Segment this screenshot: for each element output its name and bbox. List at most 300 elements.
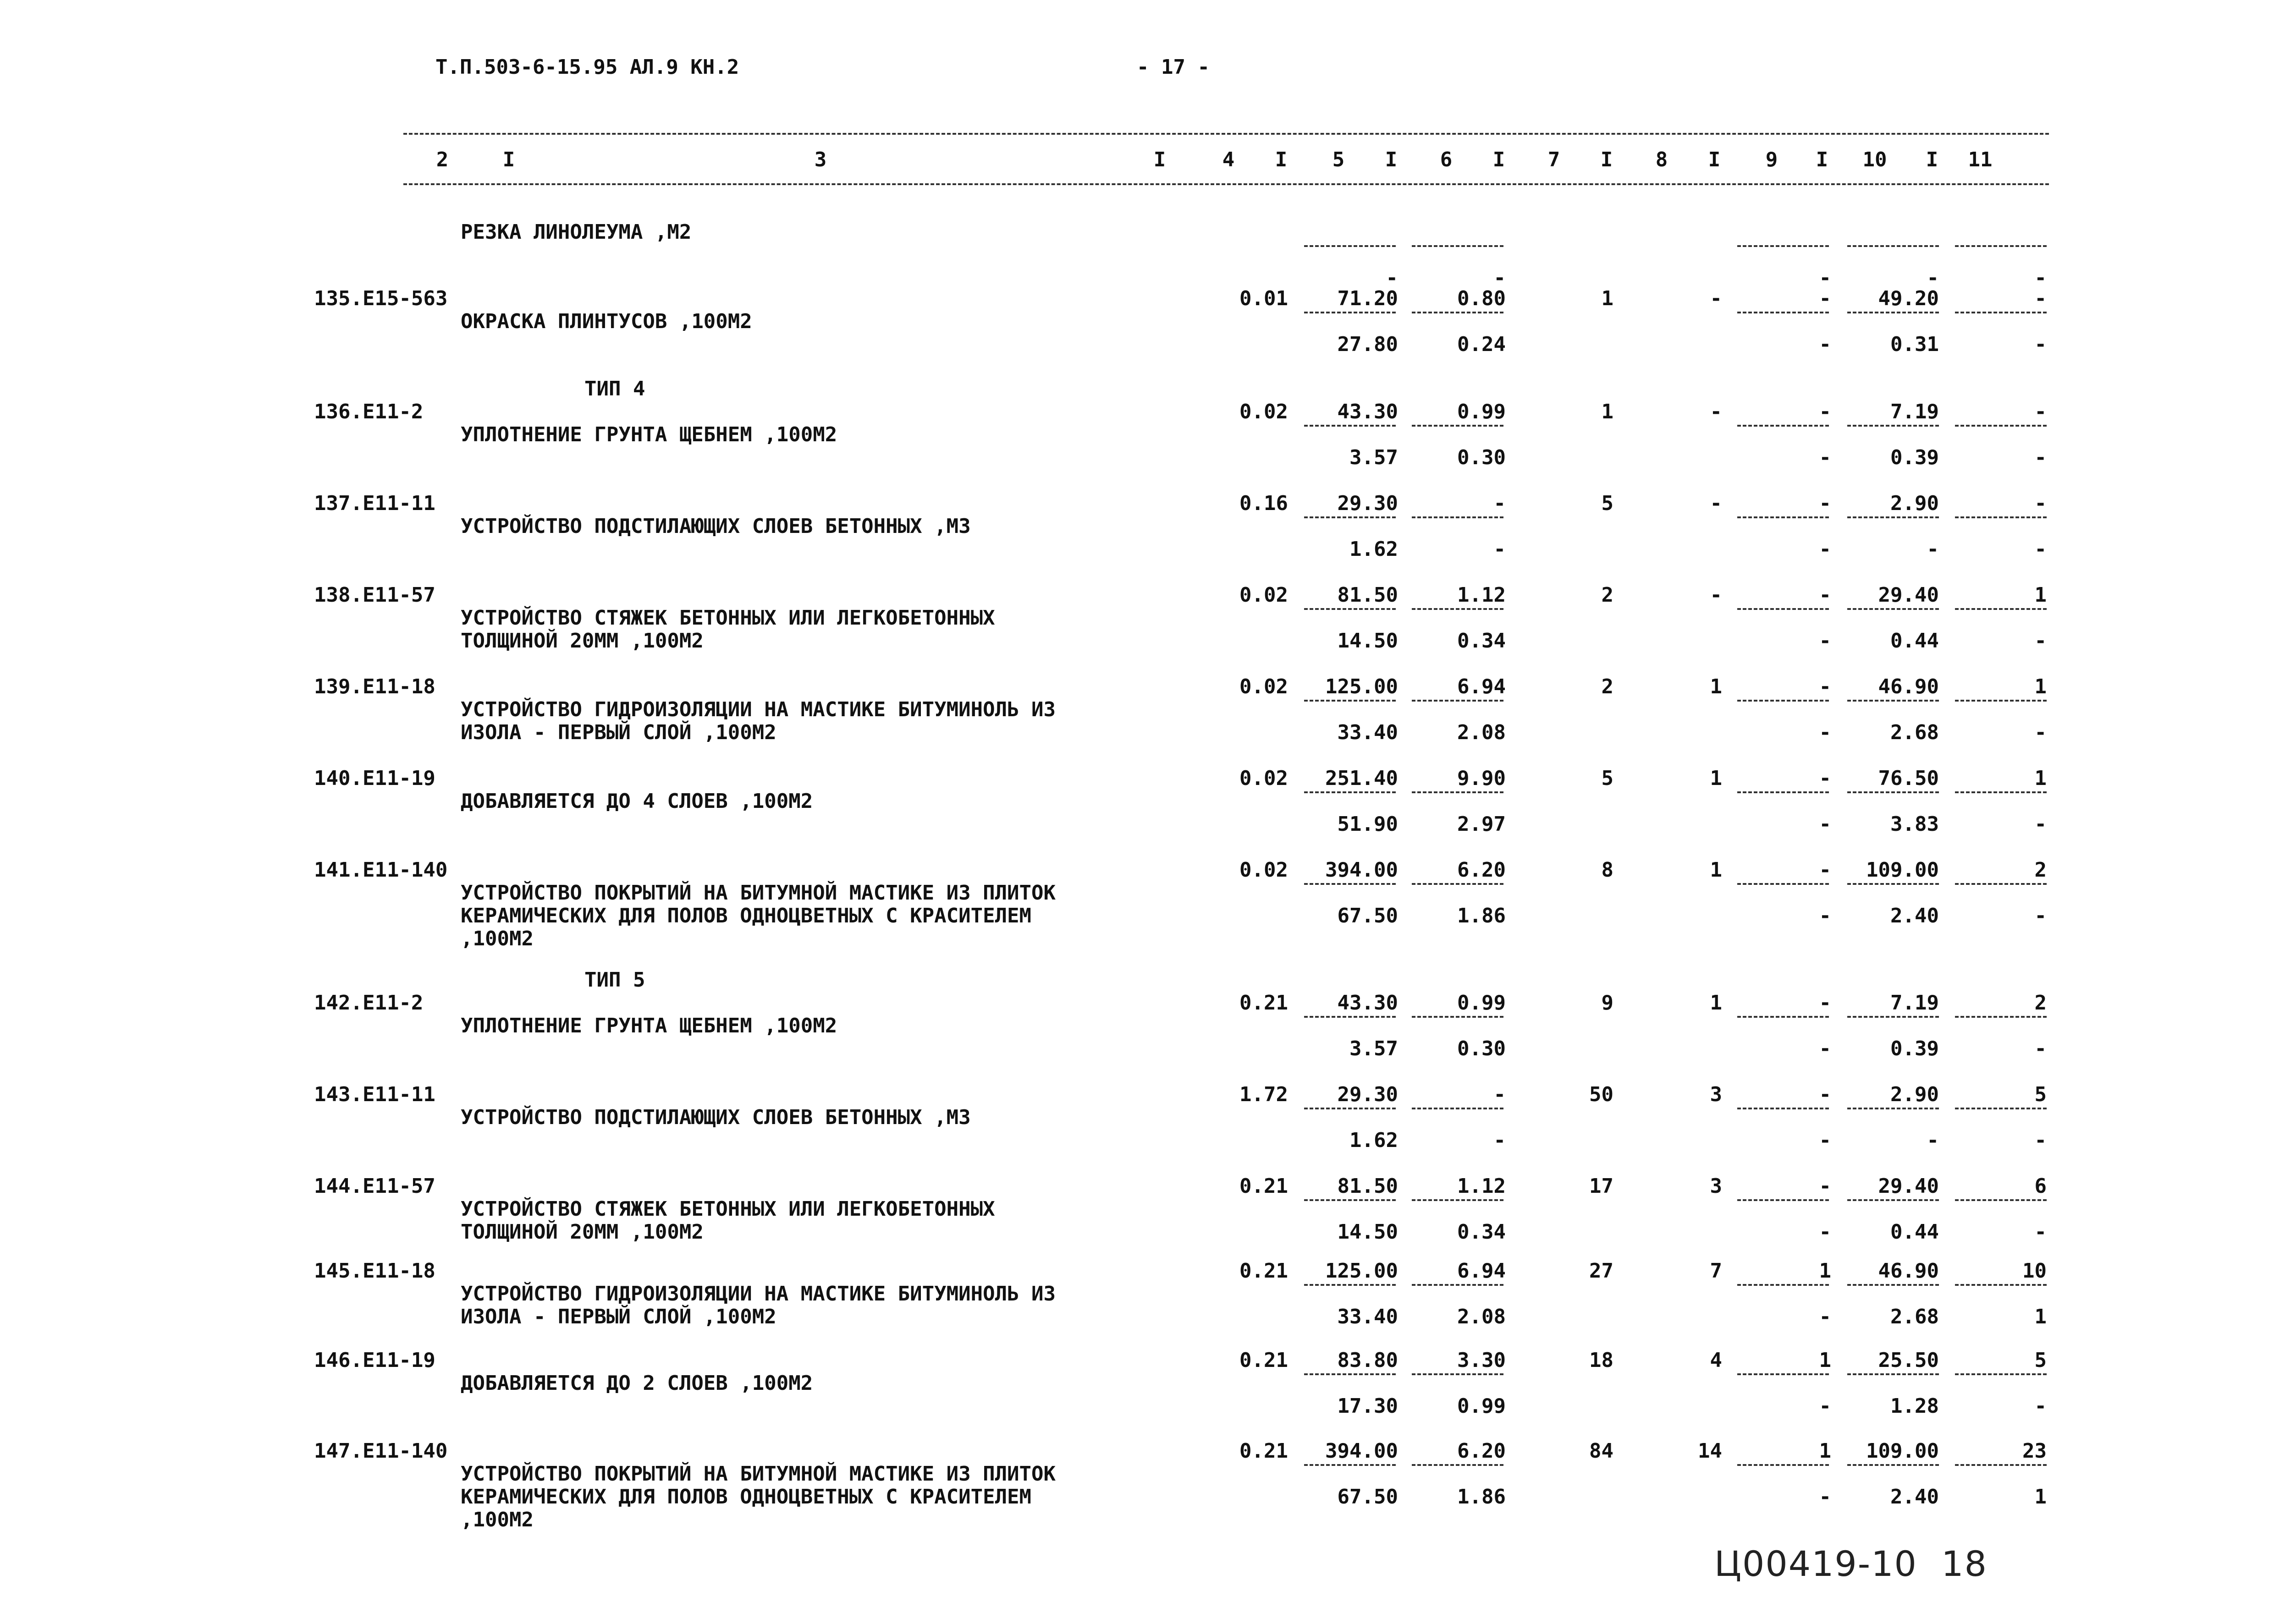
separator-c5 bbox=[1304, 516, 1396, 518]
column-divider: I bbox=[1926, 148, 1938, 171]
separator-c9 bbox=[1737, 1016, 1829, 1018]
document-reference: Т.П.503-6-15.95 АЛ.9 КН.2 bbox=[435, 55, 739, 79]
row-description: УПЛОТНЕНИЕ ГРУНТА ЩЕБНЕМ ,100М2 bbox=[461, 423, 837, 446]
cell-c9b: - bbox=[1819, 446, 1831, 469]
separator-c6 bbox=[1412, 312, 1503, 313]
cell-c8: - bbox=[1710, 583, 1722, 607]
cell-c8: 1 bbox=[1710, 858, 1722, 882]
row-code: 147.Е11-140 bbox=[314, 1439, 448, 1463]
cell-c8: 1 bbox=[1710, 675, 1722, 698]
separator-c9 bbox=[1737, 245, 1829, 247]
row-description: УСТРОЙСТВО СТЯЖЕК БЕТОННЫХ ИЛИ ЛЕГКОБЕТОННЫХ bbox=[461, 606, 995, 630]
cell-c5b: 3.57 bbox=[1349, 1037, 1398, 1060]
cell-c5: 125.00 bbox=[1325, 675, 1398, 698]
cell-c10: 109.00 bbox=[1866, 1439, 1939, 1463]
separator-c5 bbox=[1304, 700, 1396, 702]
cell-c10: 46.90 bbox=[1878, 1259, 1939, 1283]
cell-c5b: 27.80 bbox=[1337, 333, 1398, 356]
separator-c11 bbox=[1955, 700, 2047, 702]
separator-c10 bbox=[1847, 1108, 1939, 1109]
separator-c6 bbox=[1412, 516, 1503, 518]
cell-c6: - bbox=[1493, 492, 1506, 515]
cell-c5b: 51.90 bbox=[1337, 812, 1398, 836]
cell-c4: 0.21 bbox=[1239, 1439, 1288, 1463]
column-header-2: 2 bbox=[436, 148, 449, 171]
cell-c10: 46.90 bbox=[1878, 675, 1939, 698]
separator-c5 bbox=[1304, 1016, 1396, 1018]
cell-c10: 109.00 bbox=[1866, 858, 1939, 882]
cell-c5b: 1.62 bbox=[1349, 538, 1398, 561]
separator-c9 bbox=[1737, 1464, 1829, 1466]
cell-c7: 1 bbox=[1601, 287, 1613, 310]
row-description: УСТРОЙСТВО СТЯЖЕК БЕТОННЫХ ИЛИ ЛЕГКОБЕТОННЫХ bbox=[461, 1197, 995, 1221]
cell-c11b: - bbox=[2034, 1220, 2047, 1244]
separator-c6 bbox=[1412, 791, 1503, 793]
cell-c7: 9 bbox=[1601, 991, 1613, 1015]
cell-c9b: - bbox=[1819, 1037, 1831, 1060]
cell-c10: 29.40 bbox=[1878, 583, 1939, 607]
row-description: УСТРОЙСТВО ПОКРЫТИЙ НА БИТУМНОЙ МАСТИКЕ ИЗ ПЛИТОК bbox=[461, 881, 1056, 905]
separator-c5 bbox=[1304, 1108, 1396, 1109]
cell-c5: 29.30 bbox=[1337, 492, 1398, 515]
cell-c5: 251.40 bbox=[1325, 767, 1398, 790]
cell-c5: 43.30 bbox=[1337, 400, 1398, 423]
separator-c6 bbox=[1412, 608, 1503, 610]
separator-c10 bbox=[1847, 516, 1939, 518]
cell-c11b: - bbox=[2034, 1129, 2047, 1152]
separator-c6 bbox=[1412, 1373, 1503, 1375]
separator-c6 bbox=[1412, 245, 1503, 247]
separator-c9 bbox=[1737, 1284, 1829, 1286]
cell-c6b: 0.34 bbox=[1457, 629, 1506, 653]
row-description: КЕРАМИЧЕСКИХ ДЛЯ ПОЛОВ ОДНОЦВЕТНЫХ С КРАСИТЕЛЕМ bbox=[461, 904, 1032, 927]
cell-c6: 6.94 bbox=[1457, 1259, 1506, 1283]
cell-c5: 81.50 bbox=[1337, 1174, 1398, 1198]
cell-c11: 2 bbox=[2034, 991, 2047, 1015]
row-description: ИЗОЛА - ПЕРВЫЙ СЛОЙ ,100М2 bbox=[461, 1305, 776, 1328]
cell-c11b: - bbox=[2034, 333, 2047, 356]
cell-c4: 0.21 bbox=[1239, 1259, 1288, 1283]
cell-c11b: 1 bbox=[2034, 1305, 2047, 1328]
cell-c4: 0.01 bbox=[1239, 287, 1288, 310]
separator-c9 bbox=[1737, 791, 1829, 793]
separator-c11 bbox=[1955, 425, 2047, 427]
row-description: ДОБАВЛЯЕТСЯ ДО 2 СЛОЕВ ,100М2 bbox=[461, 1372, 813, 1395]
cell-c6: 1.12 bbox=[1457, 1174, 1506, 1198]
cell-c7: 8 bbox=[1601, 858, 1613, 882]
separator-c10 bbox=[1847, 1284, 1939, 1286]
separator-c6 bbox=[1412, 1016, 1503, 1018]
separator-c6 bbox=[1412, 883, 1503, 885]
cell-c8: 4 bbox=[1710, 1349, 1722, 1372]
cell-c10: 7.19 bbox=[1890, 400, 1939, 423]
cell-c9b: - bbox=[1819, 1485, 1831, 1509]
separator-c6 bbox=[1412, 1284, 1503, 1286]
cell-c6b: - bbox=[1493, 538, 1506, 561]
cell-c6: 6.20 bbox=[1457, 1439, 1506, 1463]
row-code: 145.Е11-18 bbox=[314, 1259, 435, 1283]
cell-c4: 0.02 bbox=[1239, 583, 1288, 607]
row-description: РЕЗКА ЛИНОЛЕУМА ,М2 bbox=[461, 220, 692, 244]
separator-c9 bbox=[1737, 883, 1829, 885]
separator-c5 bbox=[1304, 1464, 1396, 1466]
cell-c10: 76.50 bbox=[1878, 767, 1939, 790]
separator-c10 bbox=[1847, 1464, 1939, 1466]
cell-c10b: 0.31 bbox=[1890, 333, 1939, 356]
cell-c11b: - bbox=[2034, 1394, 2047, 1418]
separator-c6 bbox=[1412, 425, 1503, 427]
row-code: 139.Е11-18 bbox=[314, 675, 435, 698]
row-description: КЕРАМИЧЕСКИХ ДЛЯ ПОЛОВ ОДНОЦВЕТНЫХ С КРАСИТЕЛЕМ bbox=[461, 1485, 1032, 1509]
cell-c6b: 2.97 bbox=[1457, 812, 1506, 836]
cell-c11: 23 bbox=[2022, 1439, 2047, 1463]
cell-c11b: - bbox=[2034, 721, 2047, 744]
cell-c10: 7.19 bbox=[1890, 991, 1939, 1015]
cell-c9b: - bbox=[1819, 1220, 1831, 1244]
separator-c6 bbox=[1412, 1464, 1503, 1466]
cell-c6: 3.30 bbox=[1457, 1349, 1506, 1372]
row-code: 135.Е15-563 bbox=[314, 287, 448, 310]
section-label: ТИП 4 bbox=[584, 377, 645, 401]
cell-c8: 3 bbox=[1710, 1083, 1722, 1106]
cell-c11: 5 bbox=[2034, 1349, 2047, 1372]
cell-c6b: 0.99 bbox=[1457, 1394, 1506, 1418]
column-header-6: 6 bbox=[1440, 148, 1453, 171]
page-number: - 17 - bbox=[1137, 55, 1210, 79]
cell-c10b: - bbox=[1927, 266, 1939, 290]
cell-c6: 9.90 bbox=[1457, 767, 1506, 790]
cell-c6b: - bbox=[1493, 1129, 1506, 1152]
cell-c9b: - bbox=[1819, 538, 1831, 561]
cell-c6b: 1.86 bbox=[1457, 1485, 1506, 1509]
cell-c5: 81.50 bbox=[1337, 583, 1398, 607]
column-divider: I bbox=[1816, 148, 1828, 171]
cell-c5: 43.30 bbox=[1337, 991, 1398, 1015]
separator-c5 bbox=[1304, 791, 1396, 793]
cell-c7: 2 bbox=[1601, 583, 1613, 607]
cell-c7: 18 bbox=[1589, 1349, 1613, 1372]
cell-c9b: - bbox=[1819, 266, 1831, 290]
column-header-11: 11 bbox=[1968, 148, 1993, 171]
cell-c10: 2.90 bbox=[1890, 492, 1939, 515]
cell-c9b: - bbox=[1819, 904, 1831, 927]
cell-c5b: - bbox=[1386, 266, 1398, 290]
table-header-rule bbox=[403, 183, 2049, 185]
cell-c7: 2 bbox=[1601, 675, 1613, 698]
row-description: ТОЛЩИНОЙ 20ММ ,100М2 bbox=[461, 629, 704, 653]
separator-c5 bbox=[1304, 608, 1396, 610]
column-header-7: 7 bbox=[1547, 148, 1560, 171]
cell-c7: 5 bbox=[1601, 767, 1613, 790]
separator-c10 bbox=[1847, 1199, 1939, 1201]
cell-c6: 0.80 bbox=[1457, 287, 1506, 310]
separator-c9 bbox=[1737, 1108, 1829, 1109]
cell-c5b: 33.40 bbox=[1337, 1305, 1398, 1328]
cell-c7: 27 bbox=[1589, 1259, 1613, 1283]
column-header-10: 10 bbox=[1862, 148, 1887, 171]
row-description: ,100М2 bbox=[461, 1508, 534, 1531]
cell-c11b: - bbox=[2034, 1037, 2047, 1060]
cell-c7: 1 bbox=[1601, 400, 1613, 423]
cell-c9: - bbox=[1819, 1083, 1831, 1106]
cell-c4: 0.02 bbox=[1239, 400, 1288, 423]
row-code: 140.Е11-19 bbox=[314, 767, 435, 790]
cell-c9: - bbox=[1819, 492, 1831, 515]
cell-c4: 0.02 bbox=[1239, 675, 1288, 698]
cell-c10b: - bbox=[1927, 538, 1939, 561]
column-header-3: 3 bbox=[814, 148, 827, 171]
cell-c9: - bbox=[1819, 991, 1831, 1015]
cell-c11b: - bbox=[2034, 538, 2047, 561]
column-divider: I bbox=[502, 148, 515, 171]
cell-c11b: - bbox=[2034, 446, 2047, 469]
cell-c9: - bbox=[1819, 767, 1831, 790]
cell-c9b: - bbox=[1819, 1394, 1831, 1418]
cell-c9b: - bbox=[1819, 333, 1831, 356]
row-description: УСТРОЙСТВО ГИДРОИЗОЛЯЦИИ НА МАСТИКЕ БИТУМИНОЛЬ ИЗ bbox=[461, 1282, 1056, 1306]
separator-c9 bbox=[1737, 516, 1829, 518]
cell-c7: 84 bbox=[1589, 1439, 1613, 1463]
cell-c7: 5 bbox=[1601, 492, 1613, 515]
separator-c9 bbox=[1737, 700, 1829, 702]
separator-c11 bbox=[1955, 608, 2047, 610]
cell-c4: 0.02 bbox=[1239, 858, 1288, 882]
column-divider: I bbox=[1708, 148, 1721, 171]
cell-c10b: 2.68 bbox=[1890, 721, 1939, 744]
cell-c5: 83.80 bbox=[1337, 1349, 1398, 1372]
separator-c10 bbox=[1847, 791, 1939, 793]
row-code: 137.Е11-11 bbox=[314, 492, 435, 515]
cell-c5b: 67.50 bbox=[1337, 904, 1398, 927]
cell-c10b: - bbox=[1927, 1129, 1939, 1152]
cell-c11: 10 bbox=[2022, 1259, 2047, 1283]
cell-c5b: 14.50 bbox=[1337, 1220, 1398, 1244]
separator-c11 bbox=[1955, 1108, 2047, 1109]
separator-c11 bbox=[1955, 1199, 2047, 1201]
separator-c10 bbox=[1847, 608, 1939, 610]
separator-c6 bbox=[1412, 1108, 1503, 1109]
section-label: ТИП 5 bbox=[584, 968, 645, 992]
separator-c9 bbox=[1737, 1373, 1829, 1375]
cell-c11: 1 bbox=[2034, 767, 2047, 790]
separator-c10 bbox=[1847, 425, 1939, 427]
separator-c10 bbox=[1847, 883, 1939, 885]
row-description: УСТРОЙСТВО ПОДСТИЛАЮЩИХ СЛОЕВ БЕТОННЫХ ,М3 bbox=[461, 515, 971, 538]
cell-c11b: - bbox=[2034, 266, 2047, 290]
cell-c5: 394.00 bbox=[1325, 858, 1398, 882]
cell-c9: 1 bbox=[1819, 1259, 1831, 1283]
column-divider: I bbox=[1492, 148, 1505, 171]
cell-c8: - bbox=[1710, 400, 1722, 423]
cell-c8: 7 bbox=[1710, 1259, 1722, 1283]
cell-c10b: 0.39 bbox=[1890, 446, 1939, 469]
table-top-rule bbox=[403, 133, 2049, 135]
separator-c9 bbox=[1737, 425, 1829, 427]
row-code: 142.Е11-2 bbox=[314, 991, 424, 1015]
separator-c11 bbox=[1955, 791, 2047, 793]
cell-c11: 5 bbox=[2034, 1083, 2047, 1106]
cell-c9b: - bbox=[1819, 1305, 1831, 1328]
row-code: 143.Е11-11 bbox=[314, 1083, 435, 1106]
column-divider: I bbox=[1600, 148, 1613, 171]
cell-c5b: 17.30 bbox=[1337, 1394, 1398, 1418]
cell-c9b: - bbox=[1819, 812, 1831, 836]
cell-c6b: 0.30 bbox=[1457, 1037, 1506, 1060]
cell-c6: 6.94 bbox=[1457, 675, 1506, 698]
cell-c5b: 33.40 bbox=[1337, 721, 1398, 744]
cell-c8: 1 bbox=[1710, 767, 1722, 790]
cell-c11: 2 bbox=[2034, 858, 2047, 882]
row-code: 146.Е11-19 bbox=[314, 1349, 435, 1372]
separator-c10 bbox=[1847, 1016, 1939, 1018]
row-description: УСТРОЙСТВО ГИДРОИЗОЛЯЦИИ НА МАСТИКЕ БИТУМИНОЛЬ ИЗ bbox=[461, 698, 1056, 721]
cell-c4: 0.16 bbox=[1239, 492, 1288, 515]
cell-c8: 14 bbox=[1698, 1439, 1722, 1463]
row-description: УСТРОЙСТВО ПОКРЫТИЙ НА БИТУМНОЙ МАСТИКЕ ИЗ ПЛИТОК bbox=[461, 1462, 1056, 1486]
cell-c10: 2.90 bbox=[1890, 1083, 1939, 1106]
row-description: УСТРОЙСТВО ПОДСТИЛАЮЩИХ СЛОЕВ БЕТОННЫХ ,М3 bbox=[461, 1106, 971, 1129]
separator-c11 bbox=[1955, 1016, 2047, 1018]
separator-c10 bbox=[1847, 312, 1939, 313]
cell-c10b: 1.28 bbox=[1890, 1394, 1939, 1418]
cell-c5b: 14.50 bbox=[1337, 629, 1398, 653]
cell-c6b: - bbox=[1493, 266, 1506, 290]
separator-c6 bbox=[1412, 1199, 1503, 1201]
cell-c9: - bbox=[1819, 1174, 1831, 1198]
row-code: 138.Е11-57 bbox=[314, 583, 435, 607]
separator-c11 bbox=[1955, 516, 2047, 518]
cell-c9b: - bbox=[1819, 721, 1831, 744]
cell-c6b: 2.08 bbox=[1457, 1305, 1506, 1328]
cell-c11: - bbox=[2034, 400, 2047, 423]
cell-c4: 0.21 bbox=[1239, 991, 1288, 1015]
separator-c5 bbox=[1304, 883, 1396, 885]
cell-c4: 0.02 bbox=[1239, 767, 1288, 790]
cell-c11b: 1 bbox=[2034, 1485, 2047, 1509]
cell-c6b: 0.34 bbox=[1457, 1220, 1506, 1244]
separator-c10 bbox=[1847, 1373, 1939, 1375]
separator-c5 bbox=[1304, 1199, 1396, 1201]
cell-c6: 6.20 bbox=[1457, 858, 1506, 882]
cell-c6: 0.99 bbox=[1457, 400, 1506, 423]
column-header-8: 8 bbox=[1655, 148, 1668, 171]
row-description: ТОЛЩИНОЙ 20ММ ,100М2 bbox=[461, 1220, 704, 1244]
cell-c11b: - bbox=[2034, 812, 2047, 836]
separator-c10 bbox=[1847, 700, 1939, 702]
cell-c10: 25.50 bbox=[1878, 1349, 1939, 1372]
cell-c9b: - bbox=[1819, 629, 1831, 653]
column-header-9: 9 bbox=[1765, 148, 1778, 171]
row-code: 144.Е11-57 bbox=[314, 1174, 435, 1198]
cell-c9: - bbox=[1819, 400, 1831, 423]
cell-c10b: 2.40 bbox=[1890, 904, 1939, 927]
separator-c11 bbox=[1955, 1373, 2047, 1375]
cell-c5: 394.00 bbox=[1325, 1439, 1398, 1463]
row-description: ОКРАСКА ПЛИНТУСОВ ,100М2 bbox=[461, 310, 752, 333]
cell-c6: 1.12 bbox=[1457, 583, 1506, 607]
cell-c11: 1 bbox=[2034, 583, 2047, 607]
cell-c5b: 67.50 bbox=[1337, 1485, 1398, 1509]
cell-c10: 49.20 bbox=[1878, 287, 1939, 310]
row-description: ДОБАВЛЯЕТСЯ ДО 4 СЛОЕВ ,100М2 bbox=[461, 790, 813, 813]
cell-c10b: 0.44 bbox=[1890, 1220, 1939, 1244]
row-code: 136.Е11-2 bbox=[314, 400, 424, 423]
cell-c9b: - bbox=[1819, 1129, 1831, 1152]
separator-c5 bbox=[1304, 312, 1396, 313]
cell-c11b: - bbox=[2034, 904, 2047, 927]
cell-c9: 1 bbox=[1819, 1439, 1831, 1463]
cell-c10b: 3.83 bbox=[1890, 812, 1939, 836]
column-header-4: 4 bbox=[1222, 148, 1235, 171]
cell-c8: - bbox=[1710, 492, 1722, 515]
column-divider: I bbox=[1275, 148, 1288, 171]
cell-c11: 1 bbox=[2034, 675, 2047, 698]
row-code: 141.Е11-140 bbox=[314, 858, 448, 882]
cell-c6b: 0.24 bbox=[1457, 333, 1506, 356]
cell-c6: - bbox=[1493, 1083, 1506, 1106]
row-description: УПЛОТНЕНИЕ ГРУНТА ЩЕБНЕМ ,100М2 bbox=[461, 1014, 837, 1037]
row-description: ,100М2 bbox=[461, 927, 534, 950]
cell-c10b: 2.40 bbox=[1890, 1485, 1939, 1509]
separator-c6 bbox=[1412, 700, 1503, 702]
cell-c9: 1 bbox=[1819, 1349, 1831, 1372]
separator-c11 bbox=[1955, 312, 2047, 313]
cell-c10b: 2.68 bbox=[1890, 1305, 1939, 1328]
separator-c11 bbox=[1955, 1464, 2047, 1466]
handwritten-archive-number: Ц00419-10 18 bbox=[1714, 1543, 1988, 1584]
cell-c10: 29.40 bbox=[1878, 1174, 1939, 1198]
cell-c6: 0.99 bbox=[1457, 991, 1506, 1015]
cell-c7: 17 bbox=[1589, 1174, 1613, 1198]
separator-c9 bbox=[1737, 312, 1829, 313]
separator-c11 bbox=[1955, 1284, 2047, 1286]
cell-c11: - bbox=[2034, 287, 2047, 310]
separator-c9 bbox=[1737, 1199, 1829, 1201]
cell-c9: - bbox=[1819, 287, 1831, 310]
cell-c5b: 3.57 bbox=[1349, 446, 1398, 469]
cell-c5: 125.00 bbox=[1325, 1259, 1398, 1283]
separator-c5 bbox=[1304, 425, 1396, 427]
cell-c6b: 0.30 bbox=[1457, 446, 1506, 469]
cell-c11: - bbox=[2034, 492, 2047, 515]
cell-c9: - bbox=[1819, 675, 1831, 698]
separator-c11 bbox=[1955, 245, 2047, 247]
cell-c10b: 0.44 bbox=[1890, 629, 1939, 653]
cell-c5: 71.20 bbox=[1337, 287, 1398, 310]
separator-c9 bbox=[1737, 608, 1829, 610]
column-header-5: 5 bbox=[1332, 148, 1345, 171]
cell-c8: 3 bbox=[1710, 1174, 1722, 1198]
separator-c11 bbox=[1955, 883, 2047, 885]
cell-c4: 0.21 bbox=[1239, 1174, 1288, 1198]
cell-c10b: 0.39 bbox=[1890, 1037, 1939, 1060]
cell-c7: 50 bbox=[1589, 1083, 1613, 1106]
cell-c4: 1.72 bbox=[1239, 1083, 1288, 1106]
cell-c9: - bbox=[1819, 583, 1831, 607]
column-divider: I bbox=[1153, 148, 1166, 171]
row-description: ИЗОЛА - ПЕРВЫЙ СЛОЙ ,100М2 bbox=[461, 721, 776, 744]
cell-c4: 0.21 bbox=[1239, 1349, 1288, 1372]
separator-c5 bbox=[1304, 1284, 1396, 1286]
cell-c11: 6 bbox=[2034, 1174, 2047, 1198]
cell-c11b: - bbox=[2034, 629, 2047, 653]
cell-c8: 1 bbox=[1710, 991, 1722, 1015]
cell-c5b: 1.62 bbox=[1349, 1129, 1398, 1152]
column-divider: I bbox=[1385, 148, 1398, 171]
cell-c8: - bbox=[1710, 287, 1722, 310]
separator-c5 bbox=[1304, 245, 1396, 247]
cell-c6b: 1.86 bbox=[1457, 904, 1506, 927]
